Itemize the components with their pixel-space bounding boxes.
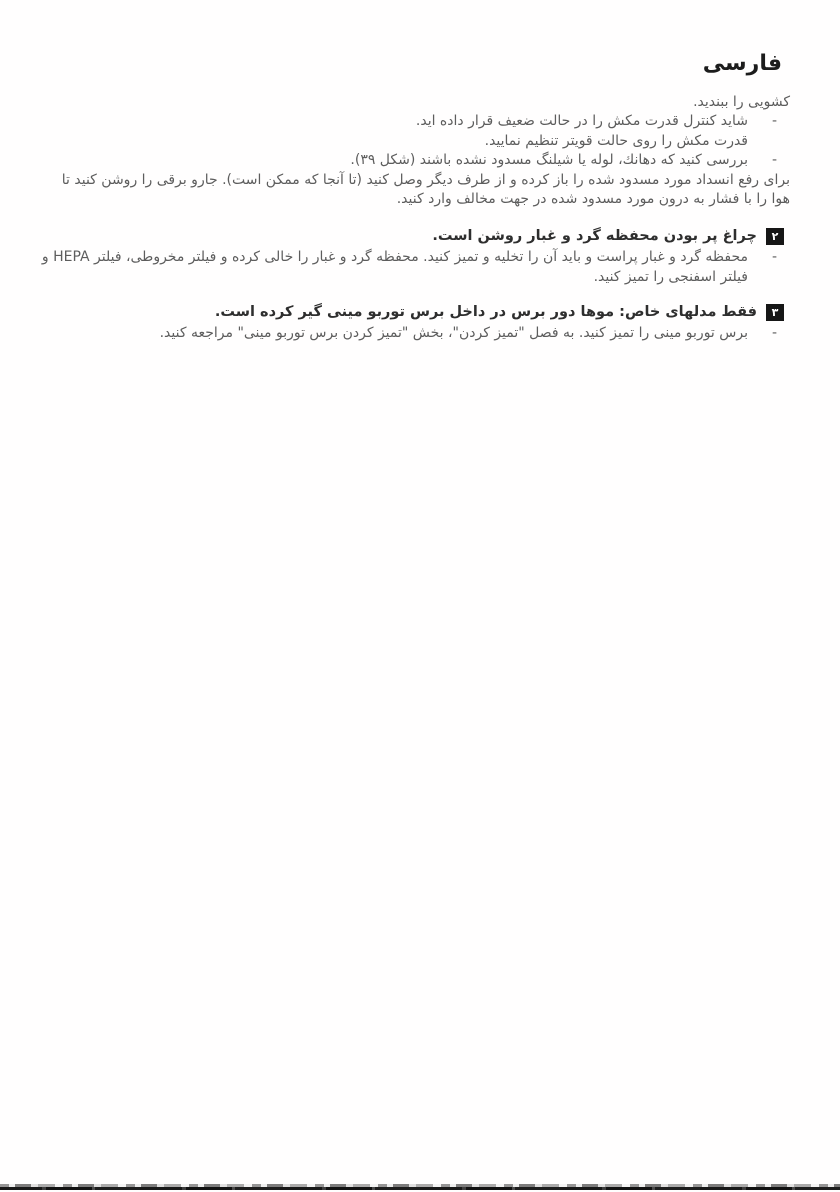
section-dust-bin-indicator [37, 226, 790, 287]
dash-bullet-marker: - [772, 249, 778, 266]
scan-edge-line [0, 1187, 840, 1190]
section-heading-row [37, 302, 790, 322]
bullet-text: برس توربو مینی را تمیز کنید. به فصل "تمیز کردن"، بخش "تمیز کردن برس توربو مینی" مراجعه کنید. [159, 325, 748, 342]
bullet-text: شاید کنترل قدرت مکش را در حالت ضعیف قرار داده اید. [415, 113, 748, 130]
bullet-suction-power-continuation: قدرت مکش را روی حالت قویتر تنظیم نمایید. [484, 132, 748, 149]
bullet-empty-dust-bin-continuation: فیلتر اسفنجی را تمیز کنید. [593, 268, 748, 285]
section-heading-row [37, 226, 790, 246]
intro-line-close-drawer: كشویی را ببندید. [693, 94, 790, 110]
bullet-clean-mini-turbo-brush [37, 324, 790, 343]
dash-bullet-marker: - [772, 113, 778, 130]
paragraph-remove-blockage-line1: برای رفع انسداد مورد مسدود شده را باز کرده و از طرف دیگر وصل کنید (تا آنجا که ممکن است). جارو برقی را روشن کنید تا [61, 171, 790, 188]
bullet-suction-power [37, 112, 790, 131]
paragraph-remove-blockage-line2: هوا را با فشار به درون مورد مسدود شده در جهت مخالف وارد کنید. [396, 191, 790, 208]
page-title: فارسی [702, 50, 782, 76]
section-heading-text: چراغ پر بودن محفظه گرد و غبار روشن است. [432, 228, 757, 245]
dash-bullet-marker: - [772, 152, 778, 169]
bullet-text: بررسی کنید که دهانك، لوله یا شیلنگ مسدود نشده باشند (شکل ۳۹). [350, 152, 748, 169]
bullet-empty-dust-bin [37, 248, 790, 267]
scan-edge-artifact [0, 1184, 840, 1191]
section-heading-text: فقط مدلهای خاص: موها دور برس در داخل برس توربو مینی گیر کرده است. [214, 304, 757, 321]
troubleshooting-content [37, 93, 790, 344]
bullet-check-blockage [37, 151, 790, 170]
dash-bullet-marker: - [772, 325, 778, 342]
bullet-text: محفظه گرد و غبار پراست و باید آن را تخلیه و تمیز کنید. محفظه گرد و غبار را خالی کرده و فیلتر مخروطی، فیلتر HEPA و [41, 249, 748, 266]
section-mini-turbo-brush [37, 302, 790, 343]
section-number-badge: ۲ [766, 228, 784, 245]
section-number-badge: ۳ [766, 304, 784, 321]
